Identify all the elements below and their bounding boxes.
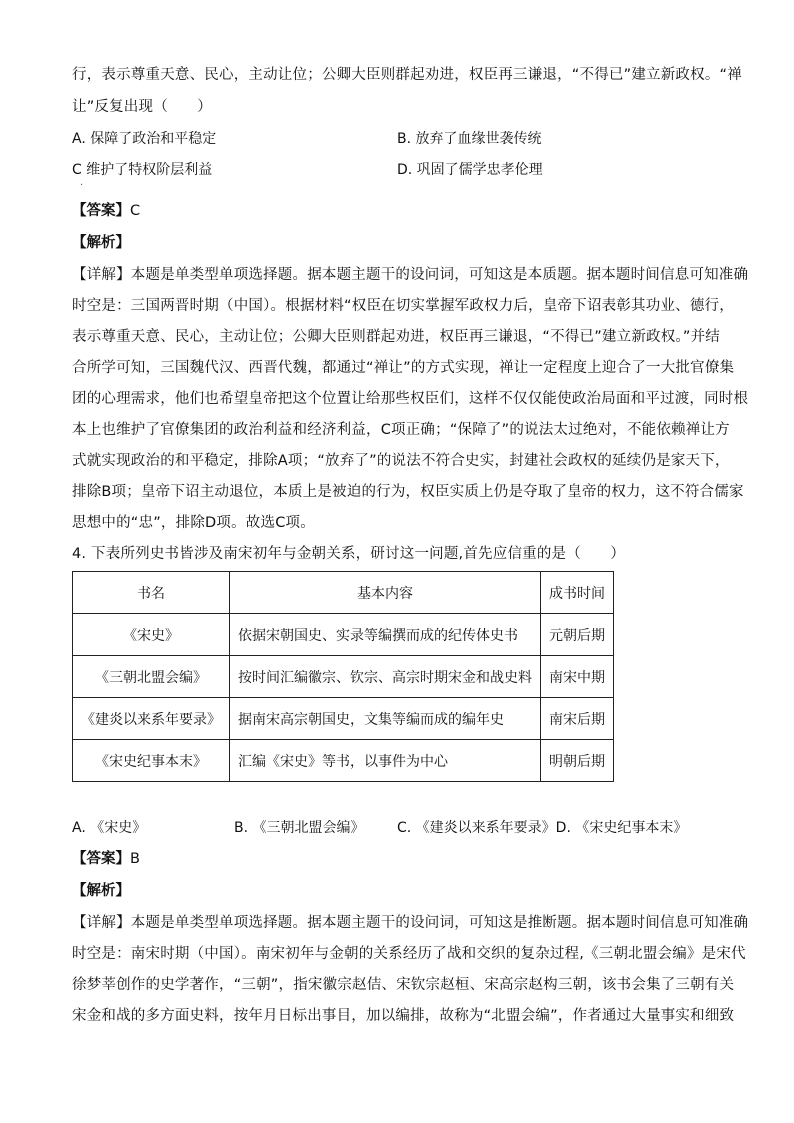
table-row bbox=[73, 740, 614, 782]
table-cell: 按时间汇编徽宗、钦宗、高宗时期宋金和战史料 bbox=[230, 656, 541, 698]
table-cell: 汇编《宋史》等书，以事件为中心 bbox=[230, 740, 541, 782]
table-row bbox=[73, 698, 614, 740]
q4-option-c-d: C. 《建炎以来系年要录》D. 《宋史纪事本末》 bbox=[397, 820, 688, 836]
q3-stem-line-2: 让”反复出现（ ） bbox=[72, 99, 213, 115]
table-cell: 南宋后期 bbox=[541, 698, 614, 740]
q3-detail-line-1: 【详解】本题是单类型单项选择题。据本题主题干的设问词，可知这是本质题。据本题时间信息可知准确 bbox=[72, 267, 749, 283]
q3-detail-line-2: 时空是：三国两晋时期（中国）。根据材料“权臣在切实掌握军政权力后，皇帝下诏表彰其功业、德行， bbox=[72, 298, 734, 314]
q3-analysis-tag: 【解析】 bbox=[72, 235, 130, 251]
q4-answer-tag: 【答案】 bbox=[72, 851, 130, 867]
table-header-row bbox=[73, 572, 614, 614]
q3-detail-line-3: 表示尊重天意、民心，主动让位；公卿大臣则群起劝进，权臣再三谦退，“不得已”建立新政权。”并结 bbox=[72, 329, 720, 345]
stray-dot: · bbox=[80, 180, 84, 191]
q4-books-table bbox=[72, 571, 614, 782]
table-cell: 南宋中期 bbox=[541, 656, 614, 698]
table-cell: 《建炎以来系年要录》 bbox=[73, 698, 230, 740]
q3-detail-line-9: 思想中的“忠”，排除D项。故选C项。 bbox=[72, 515, 315, 531]
q4-answer bbox=[72, 849, 140, 869]
q4-analysis-tag: 【解析】 bbox=[72, 883, 130, 899]
table-cell: 明朝后期 bbox=[541, 740, 614, 782]
table-row bbox=[73, 656, 614, 698]
q3-option-b: B. 放弃了血缘世袭传统 bbox=[397, 131, 542, 147]
q3-detail-line-7: 式就实现政治的和平稳定，排除A项；“放弃了”的说法不符合史实，封建社会政权的延续仍是家天下， bbox=[72, 453, 730, 469]
q3-answer bbox=[72, 201, 140, 221]
q4-stem: 4. 下表所列史书皆涉及南宋初年与金朝关系，研讨这一问题,首先应信重的是（ ） bbox=[72, 546, 626, 562]
q3-answer-value: C bbox=[130, 203, 141, 219]
q3-option-d: D. 巩固了儒学忠孝伦理 bbox=[397, 162, 543, 178]
table-cell: 元朝后期 bbox=[541, 614, 614, 656]
q3-option-c: C 维护了特权阶层利益 bbox=[72, 162, 213, 178]
q3-detail-line-4: 合所学可知，三国魏代汉、西晋代魏，都通过“禅让”的方式实现，禅让一定程度上迎合了一大批官僚集 bbox=[72, 360, 735, 376]
table-header-title: 书名 bbox=[73, 572, 230, 614]
q4-option-b: B. 《三朝北盟会编》 bbox=[234, 820, 365, 836]
q3-detail-line-6: 本上也维护了官僚集团的政治利益和经济利益，C项正确；“保障了”的说法太过绝对，不能依赖禅让方 bbox=[72, 422, 730, 438]
q3-option-a: A. 保障了政治和平稳定 bbox=[72, 131, 217, 147]
q4-detail-line-4: 宋金和战的多方面史料，按年月日标出事目，加以编排，故称为“北盟会编”，作者通过大量事实和细致 bbox=[72, 1008, 735, 1024]
table-header-date: 成书时间 bbox=[541, 572, 614, 614]
table-cell: 依据宋朝国史、实录等编撰而成的纪传体史书 bbox=[230, 614, 541, 656]
q4-detail-line-3: 徐梦莘创作的史学著作，“三朝”，指宋徽宗赵佶、宋钦宗赵桓、宋高宗赵构三朝，该书会集了三朝有关 bbox=[72, 977, 735, 993]
table-cell: 据南宋高宗朝国史，文集等编而成的编年史 bbox=[230, 698, 541, 740]
table-row bbox=[73, 614, 614, 656]
table-cell: 《宋史》 bbox=[73, 614, 230, 656]
table-cell: 《宋史纪事本末》 bbox=[73, 740, 230, 782]
q3-answer-tag: 【答案】 bbox=[72, 203, 130, 219]
q3-detail-line-8: 排除B项；皇帝下诏主动退位，本质上是被迫的行为，权臣实质上仍是夺取了皇帝的权力，这不符合儒家 bbox=[72, 484, 744, 500]
q3-stem-line-1: 行，表示尊重天意、民心，主动让位；公卿大臣则群起劝进，权臣再三谦退，“不得已”建立新政权。“禅 bbox=[72, 67, 742, 83]
table-cell: 《三朝北盟会编》 bbox=[73, 656, 230, 698]
q4-answer-value: B bbox=[130, 851, 140, 867]
q4-detail-line-1: 【详解】本题是单类型单项选择题。据本题主题干的设问词，可知这是推断题。据本题时间信息可知准确 bbox=[72, 915, 749, 931]
table-header-content: 基本内容 bbox=[230, 572, 541, 614]
q3-detail-line-5: 团的心理需求，他们也希望皇帝把这个位置让给那些权臣们，这样不仅仅能使政治局面和平过渡，同时根 bbox=[72, 391, 749, 407]
q4-option-a: A. 《宋史》 bbox=[72, 820, 147, 836]
q4-detail-line-2: 时空是：南宋时期（中国）。南宋初年与金朝的关系经历了战和交织的复杂过程,《三朝北盟会编》是宋代 bbox=[72, 946, 746, 962]
